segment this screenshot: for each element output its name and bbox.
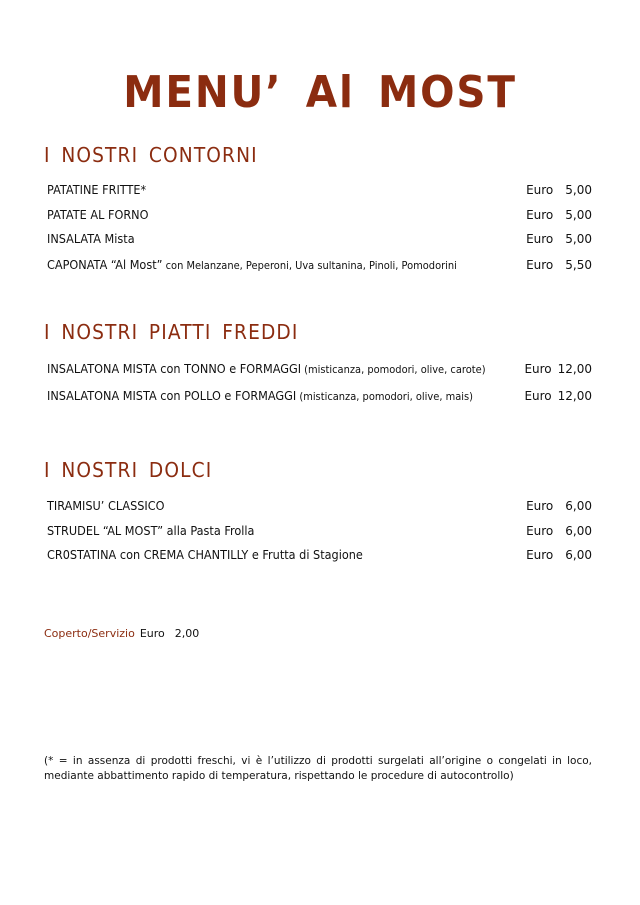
item-name: CAPONATA “Al Most” con Melanzane, Peperoni, Uva sultanina, Pinoli, Pomodorini <box>47 258 457 272</box>
item-name: PATATE AL FORNO <box>47 208 149 222</box>
menu-item <box>47 387 592 405</box>
item-price: Euro 6,00 <box>526 548 592 562</box>
item-name: STRUDEL “AL MOST” alla Pasta Frolla <box>47 524 255 538</box>
item-price: Euro 6,00 <box>526 499 592 513</box>
item-price: Euro 5,00 <box>526 232 592 246</box>
menu-item <box>47 546 592 564</box>
cover-charge-label: Coperto/Servizio <box>44 627 135 640</box>
item-price: Euro 12,00 <box>524 389 592 403</box>
item-name: INSALATA Mista <box>47 232 135 246</box>
item-price: Euro 12,00 <box>524 362 592 376</box>
item-price: Euro 6,00 <box>526 524 592 538</box>
section-heading-contorni: I NOSTRI CONTORNI <box>44 143 258 167</box>
item-name: CR0STATINA con CREMA CHANTILLY e Frutta di Stagione <box>47 548 363 562</box>
frozen-products-footnote: (* = in assenza di prodotti freschi, vi è l’utilizzo di prodotti surgelati all’origine o congelati in loco, mediante abbattimento rapido di temperatura, rispettando le procedure di autocontrollo) <box>44 754 592 782</box>
menu-item <box>47 360 592 378</box>
cover-charge <box>44 626 199 642</box>
item-name: TIRAMISU’ CLASSICO <box>47 499 165 513</box>
item-price: Euro 5,50 <box>526 258 592 272</box>
menu-title: MENU’ Al MOST <box>123 67 517 119</box>
item-name: INSALATONA MISTA con TONNO e FORMAGGI (misticanza, pomodori, olive, carote) <box>47 362 486 376</box>
section-heading-piatti-freddi: I NOSTRI PIATTI FREDDI <box>44 320 299 344</box>
menu-item <box>47 497 592 515</box>
menu-item <box>47 181 592 199</box>
item-price: Euro 5,00 <box>526 183 592 197</box>
section-heading-dolci: I NOSTRI DOLCI <box>44 458 213 482</box>
item-price: Euro 5,00 <box>526 208 592 222</box>
item-name: PATATINE FRITTE* <box>47 183 147 197</box>
menu-item <box>47 230 592 248</box>
menu-item <box>47 256 592 274</box>
cover-charge-price: 2,00 <box>174 627 200 640</box>
cover-charge-currency: Euro <box>139 627 165 640</box>
menu-item <box>47 206 592 224</box>
menu-item <box>47 522 592 540</box>
item-name: INSALATONA MISTA con POLLO e FORMAGGI (misticanza, pomodori, olive, mais) <box>47 389 473 403</box>
